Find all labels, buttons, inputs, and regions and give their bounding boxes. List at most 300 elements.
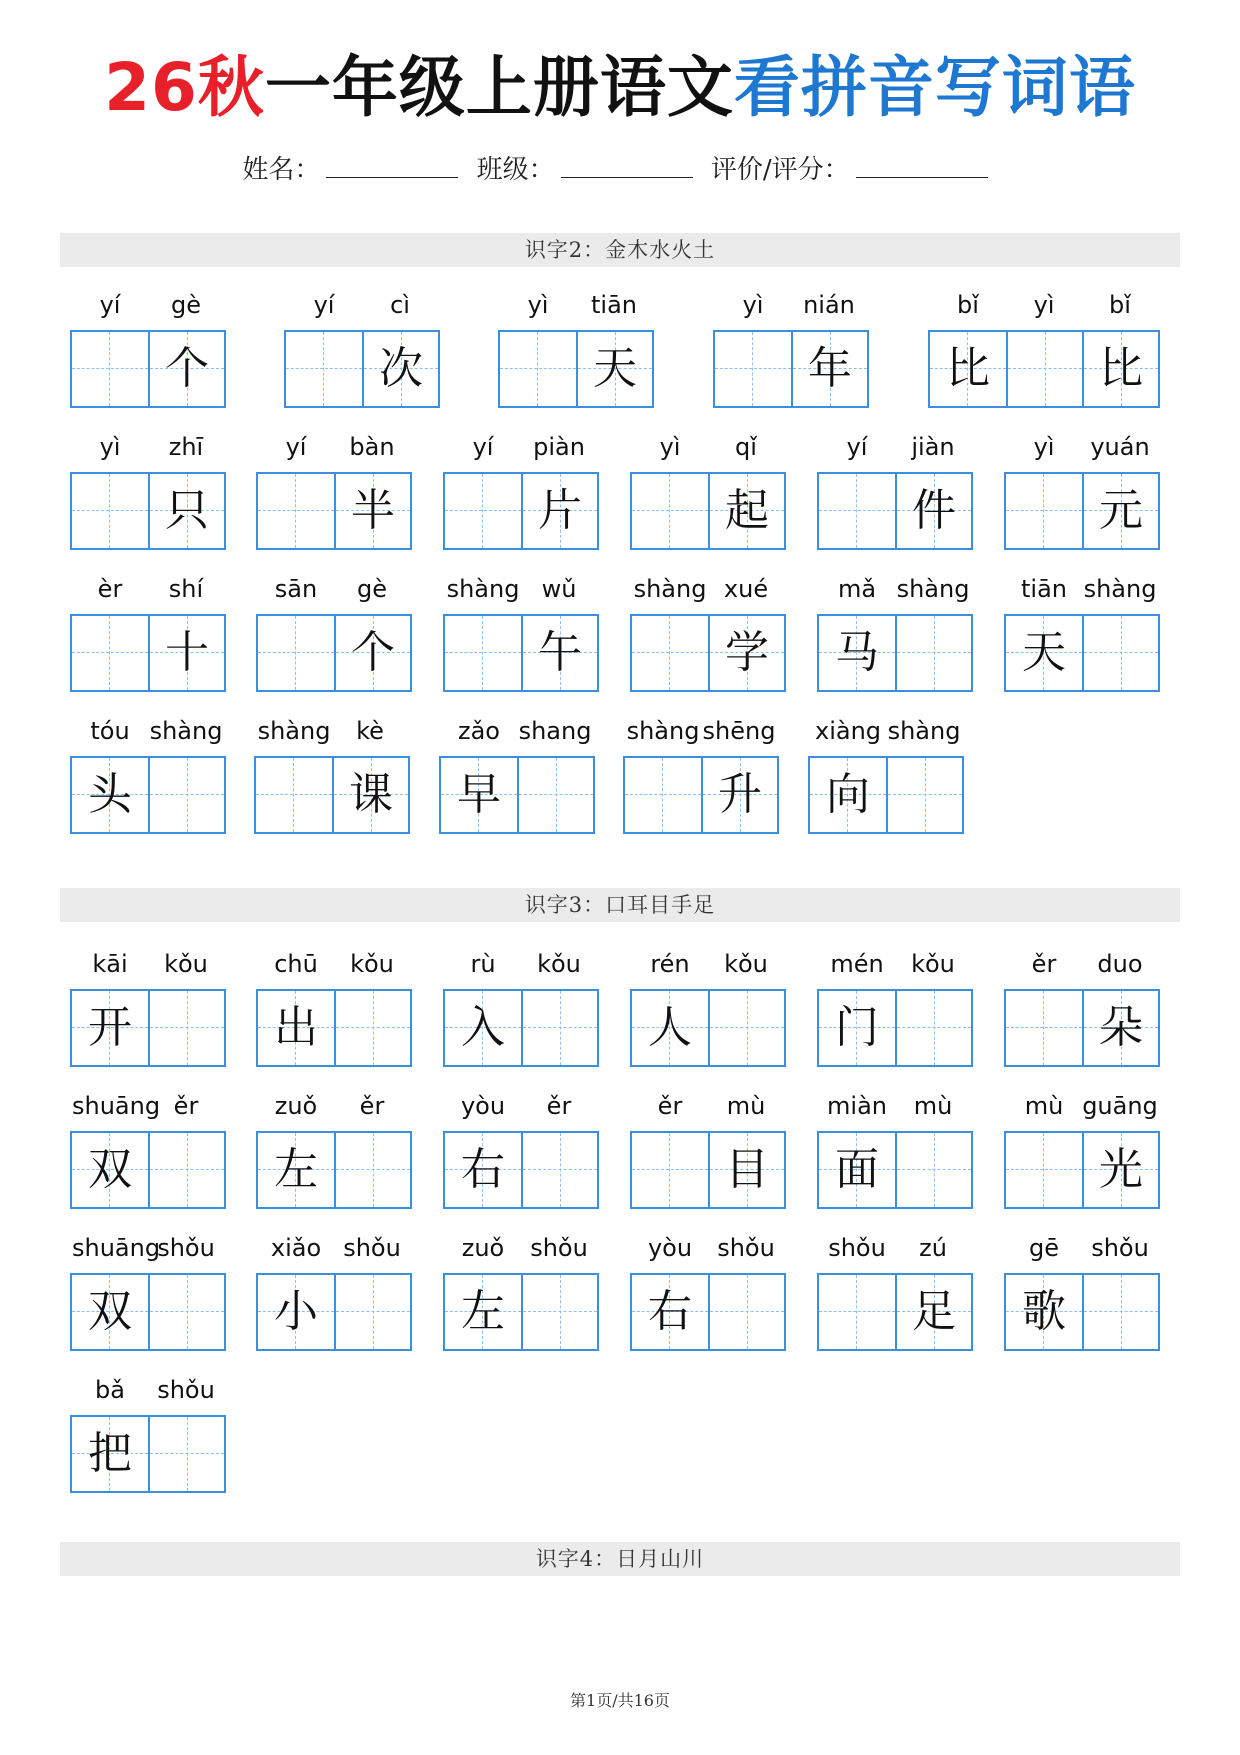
pinyin-row <box>817 947 973 981</box>
hanzi-char: 早 <box>457 769 501 820</box>
pinyin-syllable: yuán <box>1090 433 1150 461</box>
given-char-cell <box>258 1275 334 1349</box>
pinyin-syllable: shàng <box>149 717 223 745</box>
title-part-grade: 一年级上册语文 <box>264 49 734 126</box>
guide-line-vertical <box>669 1133 670 1207</box>
blank-char-cell[interactable] <box>632 474 708 548</box>
tianzige-grid <box>817 614 973 692</box>
pinyin-syllable: ěr <box>359 1092 385 1120</box>
pinyin-syllable: shēng <box>702 717 776 745</box>
given-char-cell <box>334 474 410 548</box>
guide-line-horizontal <box>445 652 521 653</box>
pinyin-row <box>630 1089 786 1123</box>
pinyin-row <box>630 1231 786 1265</box>
pinyin-syllable: yì <box>527 291 549 319</box>
tianzige-grid <box>443 1273 599 1351</box>
blank-char-cell[interactable] <box>286 332 362 406</box>
pinyin-syllable: mǎ <box>837 575 877 603</box>
pinyin-syllable: shuāng <box>72 1234 161 1262</box>
pinyin-syllable: shàng <box>887 717 961 745</box>
pinyin-row <box>439 714 595 748</box>
blank-char-cell[interactable] <box>148 991 224 1065</box>
section-heading: 识字4：日月山川 <box>60 1542 1180 1576</box>
pinyin-row <box>256 572 412 606</box>
guide-line-vertical <box>1045 332 1046 406</box>
blank-char-cell[interactable] <box>1082 1275 1158 1349</box>
pinyin-syllable: xiǎo <box>270 1234 322 1262</box>
pinyin-row <box>443 430 599 464</box>
hanzi-char: 比 <box>946 343 990 394</box>
guide-line-vertical <box>669 616 670 690</box>
pinyin-syllable: rén <box>650 950 690 978</box>
pinyin-row <box>630 572 786 606</box>
pinyin-syllable: duo <box>1097 950 1143 978</box>
pinyin-row <box>70 1089 226 1123</box>
blank-char-cell[interactable] <box>632 1133 708 1207</box>
guide-line-vertical <box>373 991 374 1065</box>
blank-char-cell[interactable] <box>632 616 708 690</box>
blank-char-cell[interactable] <box>148 1133 224 1207</box>
tianzige-grid <box>928 330 1160 408</box>
class-blank[interactable] <box>561 157 693 178</box>
tianzige-grid <box>70 330 226 408</box>
name-blank[interactable] <box>326 157 458 178</box>
guide-line-horizontal <box>258 510 334 511</box>
hanzi-char: 午 <box>538 627 582 678</box>
tianzige-grid <box>70 989 226 1067</box>
pinyin-syllable: yì <box>659 433 681 461</box>
guide-line-horizontal <box>286 368 362 369</box>
guide-line-horizontal <box>1006 1169 1082 1170</box>
page-title <box>0 48 1240 128</box>
pinyin-syllable: shàng <box>446 575 520 603</box>
pinyin-row <box>1004 430 1160 464</box>
tianzige-grid <box>1004 1131 1160 1209</box>
pinyin-syllable: yí <box>846 433 868 461</box>
hanzi-char: 起 <box>725 485 769 536</box>
guide-line-horizontal <box>72 368 148 369</box>
pinyin-row <box>70 947 226 981</box>
given-char-cell <box>258 991 334 1065</box>
blank-char-cell[interactable] <box>72 474 148 548</box>
pinyin-syllable: shǒu <box>157 1376 215 1404</box>
blank-char-cell[interactable] <box>1006 991 1082 1065</box>
given-char-cell <box>632 991 708 1065</box>
pinyin-row <box>443 1089 599 1123</box>
guide-line-vertical <box>747 991 748 1065</box>
blank-char-cell[interactable] <box>1006 474 1082 548</box>
given-char-cell <box>332 758 408 832</box>
guide-line-vertical <box>109 332 110 406</box>
given-char-cell <box>72 991 148 1065</box>
blank-char-cell[interactable] <box>1006 332 1082 406</box>
pinyin-syllable: ěr <box>657 1092 683 1120</box>
blank-char-cell[interactable] <box>708 1275 784 1349</box>
guide-line-vertical <box>752 332 753 406</box>
pinyin-syllable: yòu <box>460 1092 506 1120</box>
pinyin-syllable: shàng <box>626 717 700 745</box>
blank-char-cell[interactable] <box>521 991 597 1065</box>
hanzi-char: 右 <box>461 1144 505 1195</box>
tianzige-grid <box>256 614 412 692</box>
given-char-cell <box>445 991 521 1065</box>
blank-char-cell[interactable] <box>521 1133 597 1207</box>
guide-line-vertical <box>373 1133 374 1207</box>
pinyin-syllable: shǒu <box>1091 1234 1149 1262</box>
blank-char-cell[interactable] <box>625 758 701 832</box>
guide-line-horizontal <box>819 1311 895 1312</box>
blank-char-cell[interactable] <box>72 332 148 406</box>
hanzi-char: 只 <box>165 485 209 536</box>
section-heading: 识字3：口耳目手足 <box>60 888 1180 922</box>
hanzi-char: 开 <box>88 1002 132 1053</box>
given-char-cell <box>521 616 597 690</box>
guide-line-vertical <box>295 474 296 548</box>
blank-char-cell[interactable] <box>521 1275 597 1349</box>
guide-line-vertical <box>747 1275 748 1349</box>
guide-line-vertical <box>537 332 538 406</box>
guide-line-vertical <box>934 991 935 1065</box>
tianzige-grid <box>808 756 964 834</box>
guide-line-vertical <box>323 332 324 406</box>
hanzi-char: 入 <box>461 1002 505 1053</box>
given-char-cell <box>708 1133 784 1207</box>
pinyin-syllable: xiàng <box>814 717 882 745</box>
pinyin-syllable: jiàn <box>911 433 955 461</box>
tianzige-grid <box>1004 614 1160 692</box>
hanzi-char: 小 <box>274 1286 318 1337</box>
pinyin-row <box>284 288 440 322</box>
pinyin-syllable: zú <box>919 1234 947 1262</box>
guide-line-vertical <box>187 758 188 832</box>
pinyin-row <box>1004 1089 1160 1123</box>
tianzige-grid <box>284 330 440 408</box>
given-char-cell <box>708 616 784 690</box>
guide-line-vertical <box>925 758 926 832</box>
hanzi-char: 出 <box>274 1002 318 1053</box>
pinyin-row <box>928 288 1160 322</box>
pinyin-syllable: yí <box>99 291 121 319</box>
pinyin-row <box>817 1231 973 1265</box>
pinyin-row <box>630 947 786 981</box>
pinyin-syllable: xué <box>723 575 769 603</box>
pinyin-syllable: rù <box>470 950 496 978</box>
pinyin-syllable: shuāng <box>72 1092 161 1120</box>
pinyin-syllable: gè <box>357 575 387 603</box>
blank-char-cell[interactable] <box>1006 1133 1082 1207</box>
hanzi-char: 向 <box>826 769 870 820</box>
guide-line-horizontal <box>819 510 895 511</box>
pinyin-row <box>713 288 869 322</box>
tianzige-grid <box>1004 1273 1160 1351</box>
tianzige-grid <box>70 472 226 550</box>
hanzi-char: 朵 <box>1099 1002 1143 1053</box>
pinyin-syllable: ěr <box>546 1092 572 1120</box>
pinyin-row <box>70 714 226 748</box>
pinyin-syllable: yì <box>99 433 121 461</box>
guide-line-vertical <box>1043 1133 1044 1207</box>
given-char-cell <box>819 1133 895 1207</box>
class-label: 班级： <box>476 155 555 185</box>
given-char-cell <box>930 332 1006 406</box>
tianzige-grid <box>256 1273 412 1351</box>
pinyin-row <box>443 947 599 981</box>
pinyin-syllable: mù <box>913 1092 953 1120</box>
guide-line-horizontal <box>715 368 791 369</box>
guide-line-vertical <box>109 616 110 690</box>
given-char-cell <box>708 474 784 548</box>
guide-line-horizontal <box>72 510 148 511</box>
given-char-cell <box>258 1133 334 1207</box>
hanzi-char: 半 <box>351 485 395 536</box>
pinyin-syllable: shang <box>518 717 592 745</box>
given-char-cell <box>441 758 517 832</box>
name-label: 姓名： <box>242 155 321 185</box>
guide-line-vertical <box>560 1133 561 1207</box>
tianzige-grid <box>443 989 599 1067</box>
pinyin-row <box>1004 1231 1160 1265</box>
guide-line-horizontal <box>258 652 334 653</box>
pinyin-syllable: tóu <box>90 717 130 745</box>
tianzige-grid <box>498 330 654 408</box>
tianzige-grid <box>630 472 786 550</box>
pinyin-syllable: guāng <box>1082 1092 1158 1120</box>
guide-line-vertical <box>560 1275 561 1349</box>
blank-char-cell[interactable] <box>715 332 791 406</box>
score-blank[interactable] <box>856 157 988 178</box>
guide-line-vertical <box>934 616 935 690</box>
blank-char-cell[interactable] <box>148 758 224 832</box>
hanzi-char: 门 <box>835 1002 879 1053</box>
blank-char-cell[interactable] <box>445 474 521 548</box>
given-char-cell <box>895 1275 971 1349</box>
pinyin-syllable: zuǒ <box>461 1234 505 1262</box>
pinyin-row <box>254 714 410 748</box>
pinyin-syllable: shàng <box>1083 575 1157 603</box>
pinyin-syllable: kǒu <box>350 950 394 978</box>
pinyin-syllable: tiān <box>1021 575 1067 603</box>
title-part-season: 26秋 <box>104 49 265 126</box>
pinyin-syllable: kè <box>356 717 384 745</box>
blank-char-cell[interactable] <box>334 1133 410 1207</box>
blank-char-cell[interactable] <box>895 1133 971 1207</box>
pinyin-row <box>498 288 654 322</box>
pinyin-syllable: yì <box>1033 291 1055 319</box>
blank-char-cell[interactable] <box>819 1275 895 1349</box>
hanzi-char: 足 <box>912 1286 956 1337</box>
hanzi-char: 次 <box>379 343 423 394</box>
guide-line-vertical <box>482 474 483 548</box>
title-part-task: 看拼音写词语 <box>733 49 1136 126</box>
pinyin-syllable: yì <box>742 291 764 319</box>
hanzi-char: 天 <box>1022 627 1066 678</box>
given-char-cell <box>895 474 971 548</box>
blank-char-cell[interactable] <box>708 991 784 1065</box>
pinyin-syllable: tiān <box>591 291 637 319</box>
tianzige-grid <box>70 614 226 692</box>
pinyin-row <box>1004 947 1160 981</box>
blank-char-cell[interactable] <box>500 332 576 406</box>
hanzi-char: 左 <box>461 1286 505 1337</box>
pinyin-syllable: cì <box>390 291 410 319</box>
pinyin-syllable: shǒu <box>828 1234 886 1262</box>
guide-line-vertical <box>934 1133 935 1207</box>
guide-line-vertical <box>109 474 110 548</box>
given-char-cell <box>148 616 224 690</box>
guide-line-vertical <box>482 616 483 690</box>
pinyin-syllable: zuǒ <box>274 1092 318 1120</box>
blank-char-cell[interactable] <box>334 1275 410 1349</box>
given-char-cell <box>148 474 224 548</box>
pinyin-syllable: gè <box>171 291 201 319</box>
pinyin-syllable: shàng <box>896 575 970 603</box>
pinyin-syllable: miàn <box>827 1092 887 1120</box>
pinyin-syllable: chū <box>274 950 318 978</box>
guide-line-vertical <box>669 474 670 548</box>
given-char-cell <box>791 332 867 406</box>
hanzi-char: 升 <box>718 769 762 820</box>
guide-line-vertical <box>373 1275 374 1349</box>
given-char-cell <box>632 1275 708 1349</box>
guide-line-horizontal <box>1006 510 1082 511</box>
guide-line-horizontal <box>1006 1027 1082 1028</box>
given-char-cell <box>445 1133 521 1207</box>
pinyin-syllable: zhī <box>168 433 204 461</box>
blank-char-cell[interactable] <box>895 616 971 690</box>
given-char-cell <box>810 758 886 832</box>
given-char-cell <box>334 616 410 690</box>
pinyin-syllable: ěr <box>1031 950 1057 978</box>
pinyin-syllable: mù <box>1024 1092 1064 1120</box>
tianzige-grid <box>630 1131 786 1209</box>
given-char-cell <box>148 332 224 406</box>
pinyin-syllable: zǎo <box>458 717 500 745</box>
blank-char-cell[interactable] <box>258 616 334 690</box>
hanzi-char: 片 <box>538 485 582 536</box>
blank-char-cell[interactable] <box>256 758 332 832</box>
tianzige-grid <box>256 472 412 550</box>
pinyin-syllable: bǎ <box>95 1376 125 1404</box>
blank-char-cell[interactable] <box>445 616 521 690</box>
pinyin-syllable: shàng <box>633 575 707 603</box>
pinyin-syllable: qǐ <box>735 433 757 461</box>
guide-line-vertical <box>856 1275 857 1349</box>
given-char-cell <box>72 758 148 832</box>
blank-char-cell[interactable] <box>334 991 410 1065</box>
pinyin-row <box>623 714 779 748</box>
tianzige-grid <box>439 756 595 834</box>
blank-char-cell[interactable] <box>886 758 962 832</box>
blank-char-cell[interactable] <box>517 758 593 832</box>
hanzi-char: 个 <box>165 343 209 394</box>
guide-line-horizontal <box>256 794 332 795</box>
guide-line-horizontal <box>632 1169 708 1170</box>
pinyin-syllable: shǒu <box>157 1234 215 1262</box>
given-char-cell <box>445 1275 521 1349</box>
hanzi-char: 件 <box>912 485 956 536</box>
tianzige-grid <box>70 756 226 834</box>
hanzi-char: 左 <box>274 1144 318 1195</box>
guide-line-horizontal <box>445 510 521 511</box>
hanzi-char: 人 <box>648 1002 692 1053</box>
tianzige-grid <box>256 1131 412 1209</box>
guide-line-vertical <box>556 758 557 832</box>
guide-line-vertical <box>295 616 296 690</box>
guide-line-vertical <box>1121 1275 1122 1349</box>
guide-line-vertical <box>1121 616 1122 690</box>
hanzi-char: 光 <box>1099 1144 1143 1195</box>
blank-char-cell[interactable] <box>895 991 971 1065</box>
pinyin-syllable: ěr <box>173 1092 199 1120</box>
pinyin-row <box>817 1089 973 1123</box>
blank-char-cell[interactable] <box>72 616 148 690</box>
hanzi-char: 天 <box>593 343 637 394</box>
pinyin-row <box>70 288 226 322</box>
given-char-cell <box>1082 991 1158 1065</box>
pinyin-syllable: yí <box>472 433 494 461</box>
pinyin-row <box>70 572 226 606</box>
pinyin-syllable: bàn <box>349 433 395 461</box>
guide-line-vertical <box>662 758 663 832</box>
pinyin-syllable: wǔ <box>541 575 577 603</box>
blank-char-cell[interactable] <box>148 1275 224 1349</box>
guide-line-horizontal <box>632 652 708 653</box>
pinyin-syllable: yí <box>285 433 307 461</box>
pinyin-syllable: shǒu <box>530 1234 588 1262</box>
given-char-cell <box>362 332 438 406</box>
pinyin-syllable: kāi <box>92 950 128 978</box>
hanzi-char: 双 <box>88 1144 132 1195</box>
tianzige-grid <box>817 989 973 1067</box>
guide-line-vertical <box>560 991 561 1065</box>
blank-char-cell[interactable] <box>1082 616 1158 690</box>
pinyin-row <box>70 430 226 464</box>
guide-line-vertical <box>187 1133 188 1207</box>
pinyin-syllable: kǒu <box>164 950 208 978</box>
pinyin-syllable: shí <box>168 575 204 603</box>
given-char-cell <box>1082 1133 1158 1207</box>
pinyin-row <box>808 714 964 748</box>
given-char-cell <box>521 474 597 548</box>
pinyin-row <box>1004 572 1160 606</box>
tianzige-grid <box>256 989 412 1067</box>
given-char-cell <box>1006 1275 1082 1349</box>
given-char-cell <box>576 332 652 406</box>
given-char-cell <box>819 616 895 690</box>
pinyin-row <box>817 430 973 464</box>
guide-line-vertical <box>293 758 294 832</box>
guide-line-vertical <box>187 1417 188 1491</box>
hanzi-char: 歌 <box>1022 1286 1066 1337</box>
pinyin-row <box>817 572 973 606</box>
given-char-cell <box>72 1133 148 1207</box>
tianzige-grid <box>70 1131 226 1209</box>
hanzi-char: 双 <box>88 1286 132 1337</box>
page-footer: 第1页/共16页 <box>570 1691 670 1710</box>
given-char-cell <box>1082 474 1158 548</box>
tianzige-grid <box>623 756 779 834</box>
pinyin-syllable: shǒu <box>717 1234 775 1262</box>
tianzige-grid <box>443 1131 599 1209</box>
hanzi-char: 元 <box>1099 485 1143 536</box>
blank-char-cell[interactable] <box>819 474 895 548</box>
guide-line-horizontal <box>500 368 576 369</box>
blank-char-cell[interactable] <box>258 474 334 548</box>
guide-line-vertical <box>1043 474 1044 548</box>
hanzi-char: 目 <box>725 1144 769 1195</box>
given-char-cell <box>1082 332 1158 406</box>
blank-char-cell[interactable] <box>148 1417 224 1491</box>
